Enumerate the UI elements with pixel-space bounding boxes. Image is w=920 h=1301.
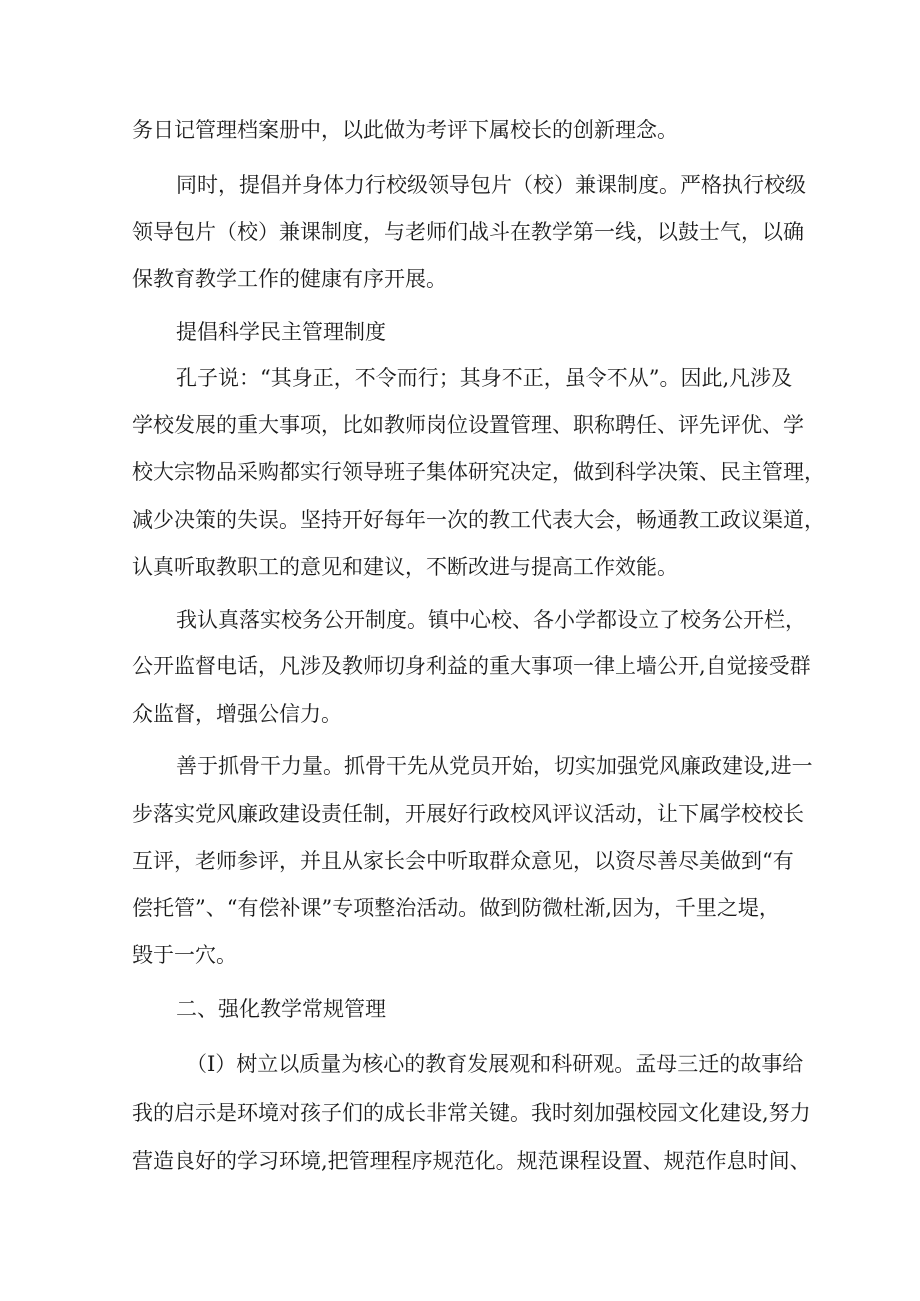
paragraph-line: （I）树立以质量为核心的教育发展观和科研观。孟母三迁的故事给 <box>186 1052 804 1076</box>
paragraph-line: 偿托管”、“有偿补课”专项整治活动。做到防微杜渐,因为，千里之堤， <box>132 896 780 920</box>
section-heading: 提倡科学民主管理制度 <box>176 320 386 344</box>
paragraph-line: 我认真落实校务公开制度。镇中心校、各小学都设立了校务公开栏， <box>176 608 806 632</box>
paragraph-line: 务日记管理档案册中，以此做为考评下属校长的创新理念。 <box>132 118 678 142</box>
paragraph-line: 我的启示是环境对孩子们的成长非常关键。我时刻加强校园文化建设,努力 <box>132 1101 811 1125</box>
paragraph-line: 善于抓骨干力量。抓骨干先从党员开始，切实加强党风廉政建设,进一 <box>176 754 813 778</box>
paragraph-line: 减少决策的失误。坚持开好每年一次的教工代表大会，畅通教工政议渠道， <box>132 508 825 532</box>
paragraph-line: 互评，老师参评，并且从家长会中听取群众意见，以资尽善尽美做到“有 <box>132 849 794 873</box>
paragraph-line: 保教育教学工作的健康有序开展。 <box>132 267 447 291</box>
paragraph-line: 公开监督电话，凡涉及教师切身利益的重大事项一律上墙公开,自觉接受群 <box>132 654 811 678</box>
paragraph-line: 校大宗物品采购都实行领导班子集体研究决定，做到科学决策、民主管理， <box>132 460 825 484</box>
paragraph-line: 同时，提倡并身体力行校级领导包片（校）兼课制度。严格执行校级 <box>176 173 806 197</box>
paragraph-line: 学校发展的重大事项，比如教师岗位设置管理、职称聘任、评先评优、学 <box>132 413 804 437</box>
paragraph-line: 营造良好的学习环境,把管理程序规范化。规范课程设置、规范作息时间、 <box>132 1149 811 1173</box>
paragraph-line: 步落实党风廉政建设责任制，开展好行政校风评议活动，让下属学校校长 <box>132 802 804 826</box>
paragraph-line: 孔子说：“其身正，不令而行；其身不正，虽令不从”。因此,凡涉及 <box>176 366 793 390</box>
paragraph-line: 领导包片（校）兼课制度，与老师们战斗在教学第一线，以鼓士气，以确 <box>132 220 804 244</box>
paragraph-line: 毁于一穴。 <box>132 943 237 967</box>
paragraph-line: 众监督，增强公信力。 <box>132 702 342 726</box>
section-heading: 二、强化教学常规管理 <box>176 997 386 1021</box>
paragraph-line: 认真听取教职工的意见和建议，不断改进与提高工作效能。 <box>132 555 678 579</box>
